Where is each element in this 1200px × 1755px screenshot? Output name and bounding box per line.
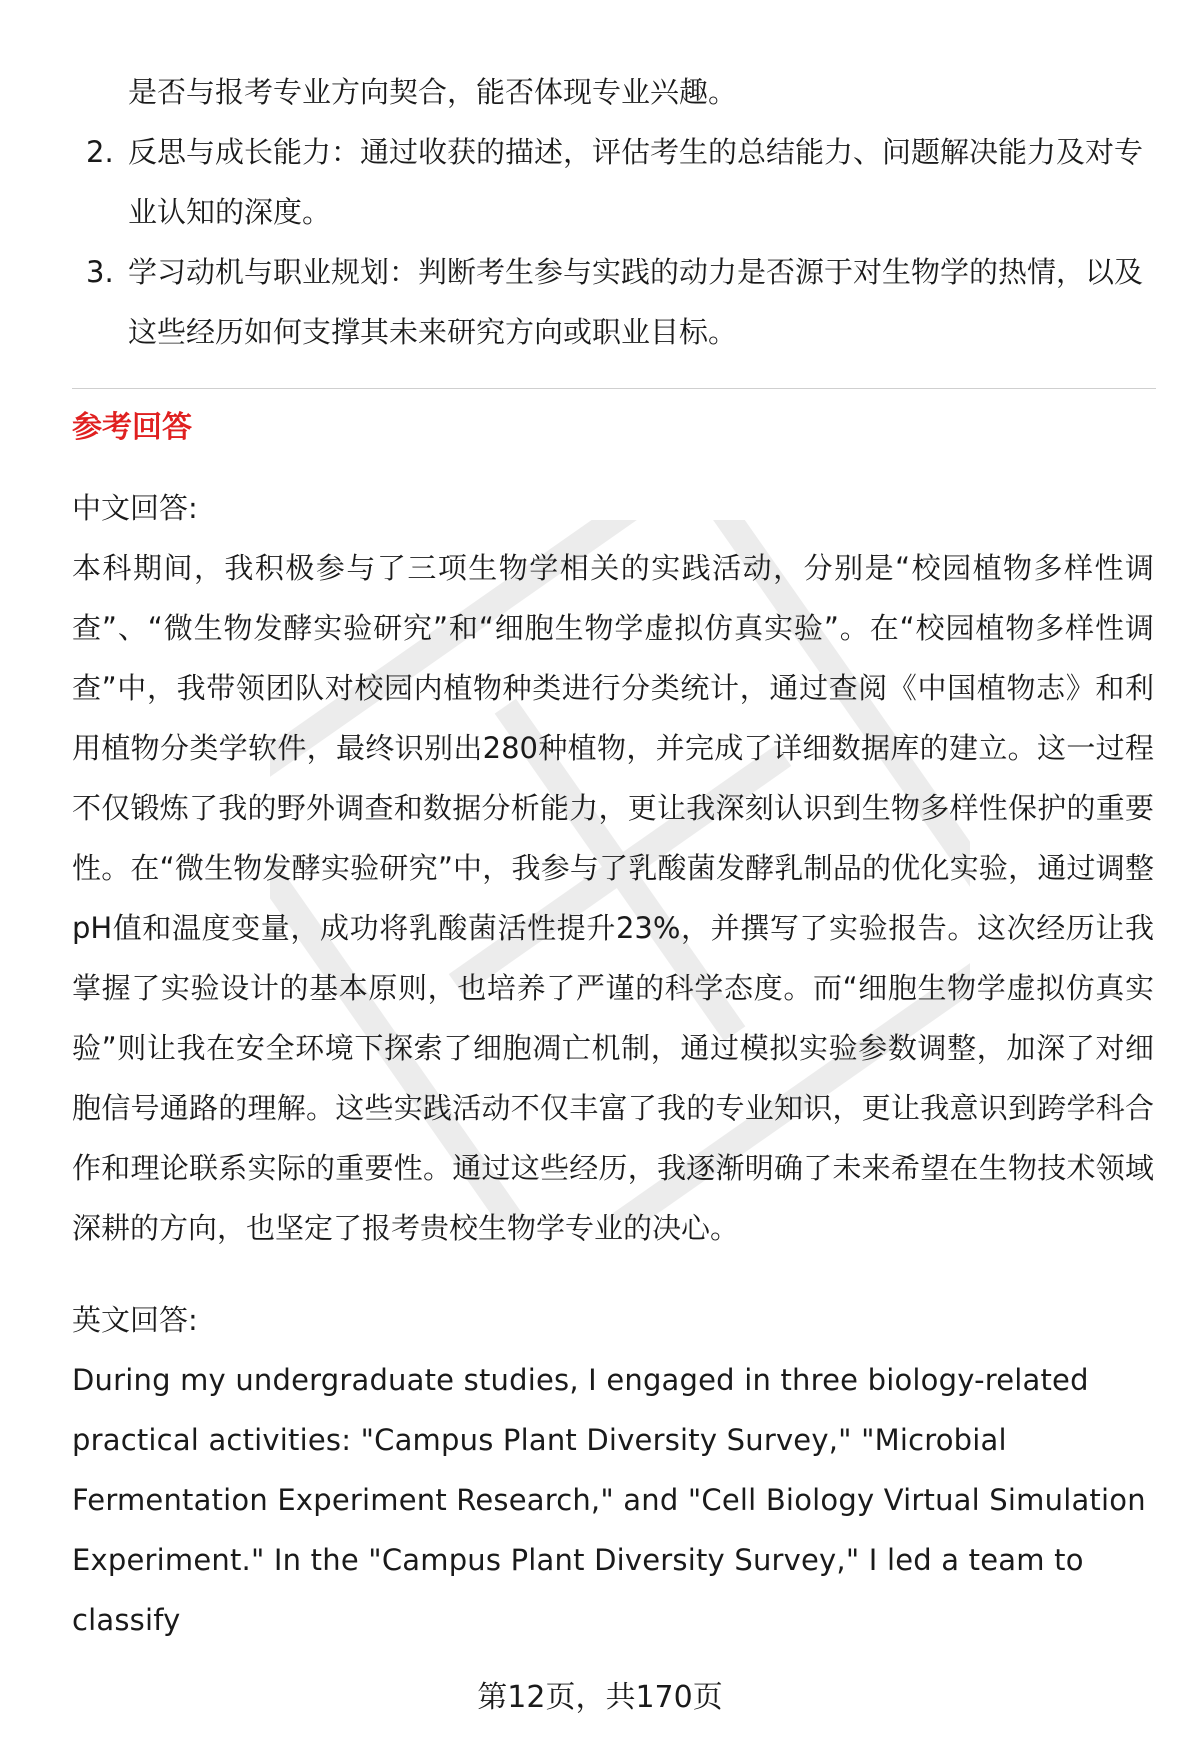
list-item-text: 学习动机与职业规划：判断考生参与实践的动力是否源于对生物学的热情，以及这些经历如何支撑其未来研究方向或职业目标。 [128, 255, 1144, 349]
english-answer-line: During my undergraduate studies, I engaged in three biology-related [72, 1363, 1089, 1397]
list-item-text: 是否与报考专业方向契合，能否体现专业兴趣。 [128, 75, 738, 109]
list-item [72, 242, 1152, 362]
english-answer-text [72, 1350, 1154, 1650]
list-item-number: 2. [86, 135, 114, 169]
list-item [72, 122, 1152, 242]
section-title: 参考回答 [72, 410, 192, 445]
list-item-number: 3. [86, 255, 114, 289]
list-item-number [72, 62, 128, 122]
evaluation-criteria-list [72, 62, 1152, 362]
list-item [72, 62, 1152, 122]
page-number: 第12页，共170页 [477, 1680, 723, 1715]
chinese-answer-label: 中文回答: [72, 491, 198, 525]
section-divider [72, 388, 1156, 389]
list-item-text: 反思与成长能力：通过收获的描述，评估考生的总结能力、问题解决能力及对专业认知的深度。 [128, 135, 1144, 229]
english-answer-line: practical activities: "Campus Plant Diversity Survey," "Microbial [72, 1423, 1007, 1457]
chinese-answer-text: 本科期间，我积极参与了三项生物学相关的实践活动，分别是“校园植物多样性调查”、“微生物发酵实验研究”和“细胞生物学虚拟仿真实验”。在“校园植物多样性调查”中，我带领团队对校园内植物种类进行分类统计，通过查阅《中国植物志》和利用植物分类学软件，最终识别出280种植物，并完成了详细数据库的建立。这一过程不仅锻炼了我的野外调查和数据分析能力，更让我深刻认识到生物多样性保护的重要性。在“微生物发酵实验研究”中，我参与了乳酸菌发酵乳制品的优化实验，通过调整pH值和温度变量，成功将乳酸菌活性提升23%，并撰写了实验报告。这次经历让我掌握了实验设计的基本原则，也培养了严谨的科学态度。而“细胞生物学虚拟仿真实验”则让我在安全环境下探索了细胞凋亡机制，通过模拟实验参数调整，加深了对细胞信号通路的理解。这些实践活动不仅丰富了我的专业知识，更让我意识到跨学科合作和理论联系实际的重要性。通过这些经历，我逐渐明确了未来希望在生物技术领域深耕的方向，也坚定了报考贵校生物学专业的决心。 [72, 551, 1154, 1245]
english-answer-line: Fermentation Experiment Research," and "Cell Biology Virtual Simulation [72, 1483, 1146, 1517]
english-answer-label: 英文回答: [72, 1303, 198, 1337]
english-answer-line: Experiment." In the "Campus Plant Diversity Survey," I led a team to classify [72, 1543, 1084, 1637]
answer-content [72, 478, 1154, 1650]
